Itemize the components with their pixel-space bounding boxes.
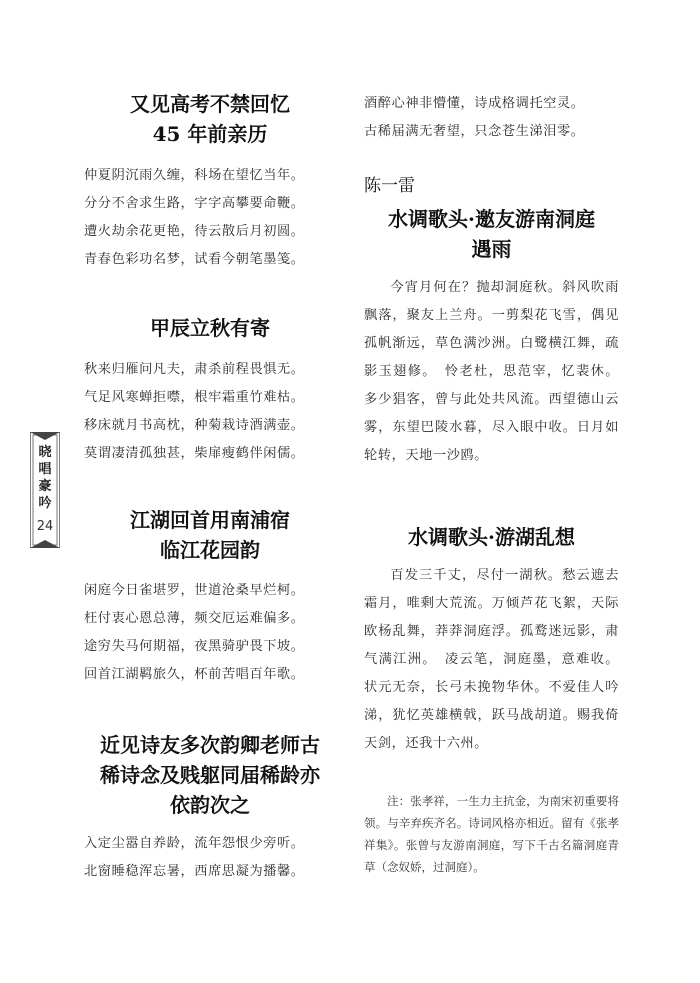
poem-line: 回首江湖羁旅久，杯前苦唱百年歌。 [84,667,305,682]
poem-line: 途穷失马何期福，夜黑骑驴畏下坡。 [84,639,305,654]
author-name: 陈一雷 [364,176,415,196]
ci-body: 今宵月何在？抛却洞庭秋。斜风吹雨飘落，聚友上兰舟。一剪梨花飞雪，偶见孤帆渐远，草色满沙洲。白鹭横江舞，疏影玉翅修。 怜老杜，思范宰，忆裴休。多少猖客，曾与此处共风流。西望德山云雾，东望巴陵水暮，尽入眼中收。日月如轮转，天地一沙鸥。 [364,280,619,463]
poem-title-line: 稀诗念及贱躯同届稀龄亦 [100,763,320,787]
page-number: 24 [36,519,54,534]
poem-body [84,577,305,689]
poem-title [364,522,619,552]
poem-body [84,356,305,468]
poem-line: 酒醉心神非懵懂，诗成格调托空灵。 [364,96,585,111]
poem-title-line: 临江花园韵 [160,538,260,562]
poem-title [84,89,336,149]
poem-body [84,830,305,886]
poem-title-line: 水调歌头·邀友游南洞庭 [388,207,595,231]
poem-title-line: 45 年前亲历 [152,122,268,146]
poem-line: 莫谓凄清孤独甚，柴扉瘦鹤伴闲儒。 [84,446,305,461]
poem-line: 遭火劫余花更艳，待云散后月初圆。 [84,224,305,239]
poem-title [84,505,336,565]
side-page-tab [30,432,60,548]
poem-line: 移床就月书高枕，种菊栽诗酒满壶。 [84,418,305,433]
poem-line: 青春色彩功名梦，试看今朝笔墨笺。 [84,252,305,267]
poem-title [78,730,342,820]
poem-title [84,313,336,343]
poem-line: 分分不舍求生路，字字高攀要命鞭。 [84,196,305,211]
poem-title-line: 依韵次之 [170,793,250,817]
poem-title-line: 近见诗友多次韵卿老师古 [100,733,320,757]
book-title-vertical: 晓唱豪吟 [38,445,52,511]
poem-line: 北窗睡稳浑忘暑，西席思凝为播馨。 [84,864,305,879]
poem-title-line: 江湖回首用南浦宿 [130,508,290,532]
poem-line: 仲夏阴沉雨久缠，科场在望忆当年。 [84,168,305,183]
poem-title-line: 甲辰立秋有寄 [150,316,270,340]
poem-body-continued [364,90,585,146]
poem-line: 入定尘嚣自养龄，流年怨恨少旁听。 [84,836,305,851]
poem-title-line: 遇雨 [471,237,512,261]
poem-line: 秋来归雁问凡夫，肃杀前程畏惧无。 [84,362,305,377]
poem-line: 气足风寒蝉拒噤，根牢霜重竹难枯。 [84,390,305,405]
poem-line: 古稀届满无奢望，只念苍生涕泪零。 [364,124,585,139]
poem-line: 枉付衷心恩总薄，频交厄运难偏多。 [84,611,305,626]
poem-title-line: 水调歌头·游湖乱想 [408,525,575,549]
ci-body: 百发三千丈，尽付一湖秋。愁云遮去霜月，唯剩大荒流。万倾芦花飞絮，天际欧杨乱舞，莽莽洞庭浮。孤鹜迷远影，肃气满江洲。 凌云笔，洞庭墨，意难收。状元无奈，长弓未挽物华休。不爱佳人吟涕，犹忆英雄横戟，跃马战胡道。赐我倚天剑，还我十六州。 [364,568,619,751]
annotation-note: 注：张孝祥，一生力主抗金，为南宋初重要将领。与辛弃疾齐名。诗词风格亦相近。留有《张孝祥集》。张曾与友游南洞庭，写下千古名篇洞庭青草（念奴娇，过洞庭）。 [364,794,619,874]
poem-line: 闲庭今日雀堪罗，世道沧桑早烂柯。 [84,583,305,598]
poem-title [364,204,619,264]
poem-title-line: 又见高考不禁回忆 [130,92,290,116]
poem-body [84,162,305,274]
